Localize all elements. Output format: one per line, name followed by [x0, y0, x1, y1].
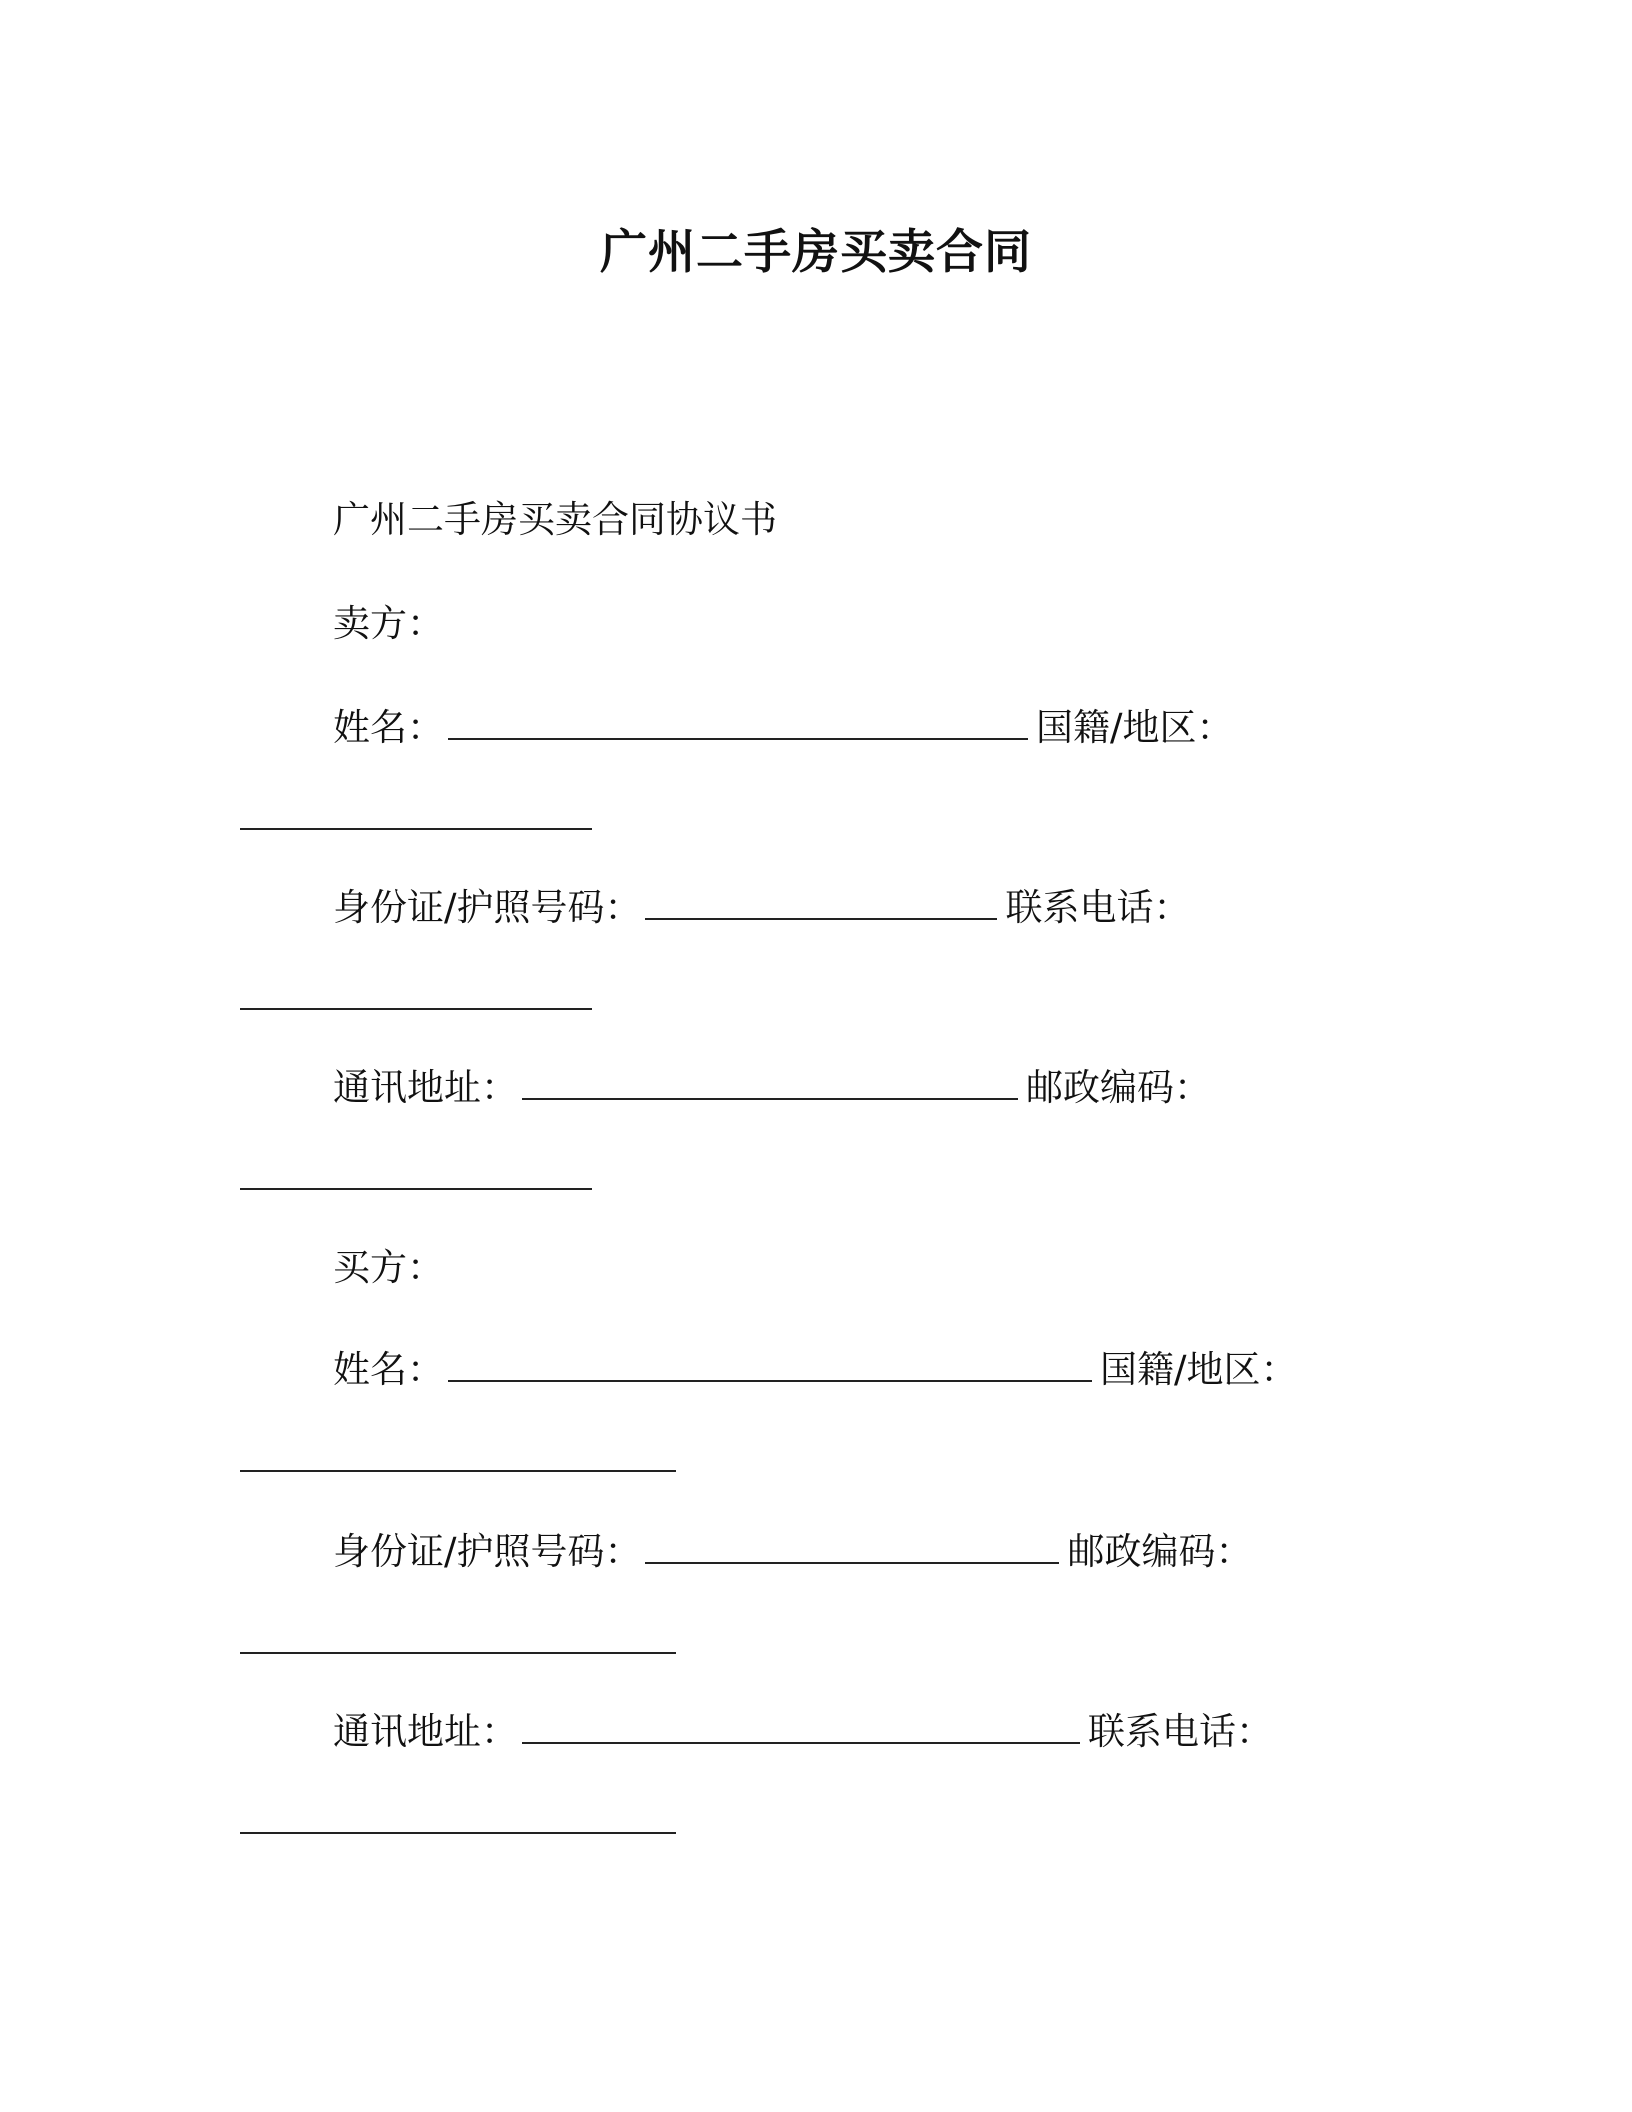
- seller-address-label: 通讯地址：: [333, 1066, 518, 1109]
- seller-phone-blank[interactable]: [240, 1006, 592, 1010]
- seller-id-blank[interactable]: [645, 888, 997, 920]
- document-subtitle: 广州二手房买卖合同协议书: [333, 498, 777, 541]
- buyer-phone-blank[interactable]: [240, 1830, 676, 1834]
- buyer-phone-label: 联系电话：: [1088, 1710, 1273, 1753]
- buyer-address-blank[interactable]: [522, 1712, 1080, 1744]
- buyer-address-row: [333, 1704, 1273, 1760]
- seller-nationality-label: 国籍/地区：: [1036, 706, 1234, 749]
- buyer-id-row: [333, 1524, 1252, 1580]
- seller-id-label: 身份证/护照号码：: [333, 886, 642, 929]
- buyer-postcode-label: 邮政编码：: [1067, 1530, 1253, 1573]
- buyer-id-blank[interactable]: [645, 1532, 1059, 1564]
- buyer-nationality-blank[interactable]: [240, 1468, 676, 1472]
- seller-id-row: [333, 880, 1190, 936]
- seller-name-row: [333, 700, 1233, 756]
- document-title: 广州二手房买卖合同: [600, 225, 1032, 280]
- seller-postcode-label: 邮政编码：: [1026, 1066, 1211, 1109]
- buyer-heading: 买方：: [333, 1246, 444, 1289]
- buyer-id-label: 身份证/护照号码：: [333, 1530, 642, 1573]
- seller-nationality-blank[interactable]: [240, 826, 592, 830]
- buyer-postcode-blank[interactable]: [240, 1650, 676, 1654]
- buyer-address-label: 通讯地址：: [333, 1710, 518, 1753]
- buyer-name-row: [333, 1342, 1297, 1398]
- seller-phone-label: 联系电话：: [1005, 886, 1191, 929]
- buyer-name-label: 姓名：: [333, 1348, 444, 1391]
- seller-postcode-blank[interactable]: [240, 1186, 592, 1190]
- seller-heading: 卖方：: [333, 602, 444, 645]
- seller-address-blank[interactable]: [522, 1068, 1018, 1100]
- seller-address-row: [333, 1060, 1211, 1116]
- buyer-nationality-label: 国籍/地区：: [1100, 1348, 1298, 1391]
- seller-name-blank[interactable]: [448, 708, 1028, 740]
- buyer-name-blank[interactable]: [448, 1350, 1092, 1382]
- seller-name-label: 姓名：: [333, 706, 444, 749]
